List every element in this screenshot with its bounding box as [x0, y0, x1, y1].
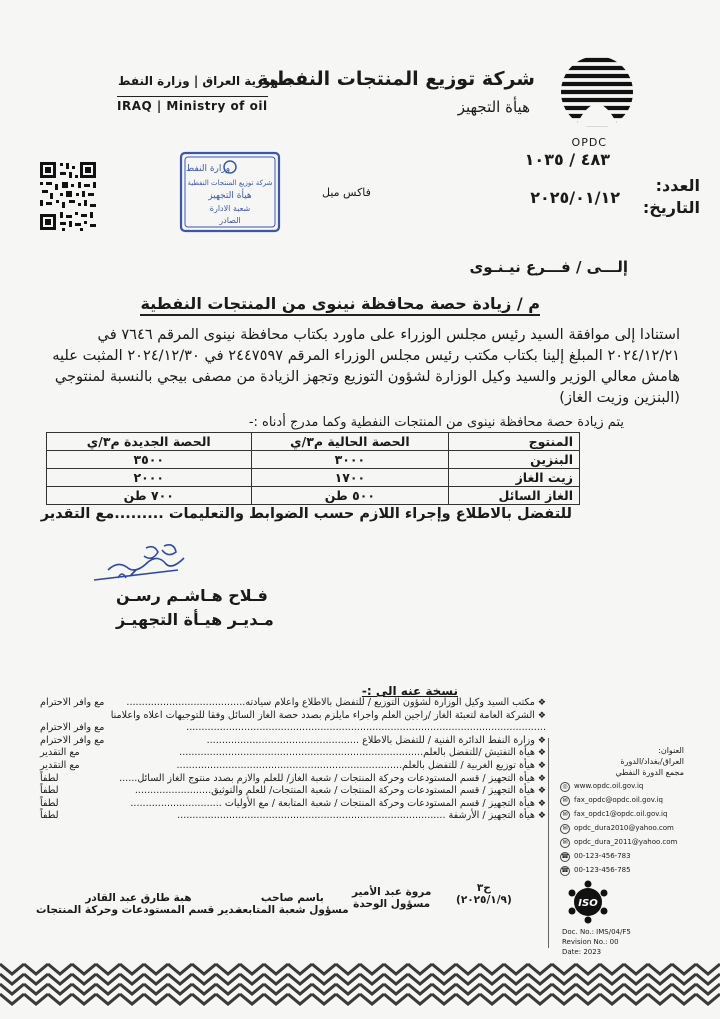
list-item: [40, 760, 546, 773]
copy-closing: مع وافر الاحترام: [40, 722, 105, 734]
new-quota-cell: ٢٠٠٠: [47, 469, 252, 487]
list-item: [40, 722, 546, 735]
table-intro: يتم زيادة حصة محافظة نينوى من المنتجات النفطية وكما مدرج أدناه :-: [248, 415, 624, 430]
new-quota-cell: ٧٠٠ طن: [47, 487, 252, 505]
copy-text: هيأة التفتيش /للتفضل بالعلم................................................................................: [179, 747, 535, 759]
signatory-name: باسم صاحب: [260, 892, 324, 904]
address-line: مجمع الدورة النفطي: [615, 768, 684, 777]
contact-text: www.opdc.oil.gov.iq: [574, 782, 644, 790]
copy-text: هيأة التجهيز / قسم المستودعات وحركة المنتجات / شعبة المتابعة / مع الأوليات ..............................: [130, 797, 535, 809]
address-panel: [560, 745, 684, 876]
signatory-name: هبة طارق عبد القادر: [85, 892, 192, 904]
product-cell: الغاز السائل: [449, 487, 580, 505]
recipient: إلـــى / فـــرع نيـنـوى: [469, 258, 628, 276]
table-header-row: [47, 433, 580, 451]
bullet-icon: ❖: [537, 811, 546, 822]
contact-item: [560, 795, 684, 806]
handwritten-signature: [88, 540, 198, 590]
copy-text: الشركة العامة لتعبئة الغاز /راجين العلم واجراء مايلزم بصدد حصة الغاز السائل وفقا للتوجيهات اعلاه واعلامنا: [110, 709, 535, 721]
phone-icon: ☎: [561, 866, 569, 874]
copy-text: هيأة التجهيز / قسم المستودعات وحركة المنتجات / شعبة الغاز/ للعلم والازم بصدد منتوج الغاز السائل......: [119, 772, 535, 784]
column-header-new-quota: الحصة الجديدة م٣/ي: [47, 433, 252, 451]
copy-text: هيأة توزيع الغربية / للتفضل بالعلم..........................................................................: [176, 759, 535, 771]
quota-table: [46, 432, 580, 505]
contact-item: [560, 781, 684, 792]
stamp-line-2: شركة توزيع المنتجات النفطية: [187, 179, 273, 187]
stamp-line-3: هيأة التجهيز: [208, 191, 252, 201]
list-item: [40, 810, 546, 823]
copy-closing: مع التقدير: [40, 747, 80, 759]
copy-text: مكتب السيد وكيل الوزارة لشؤون التوزيع / للتفضل بالاطلاع واعلام سيادته.......................................: [126, 697, 535, 708]
signature-block-unit: [352, 886, 431, 910]
phone-icon: ☎: [561, 852, 569, 860]
subject-line: م / زيادة حصة محافظة نينوى من المنتجات النفطية: [140, 294, 540, 316]
company-name: شركة توزيع المنتجات النفطية: [257, 68, 535, 90]
current-quota-cell: ١٧٠٠: [251, 469, 449, 487]
list-item: [40, 785, 546, 798]
contact-text: 00-123-456-783: [574, 852, 631, 860]
bullet-icon: ❖: [537, 798, 546, 809]
new-quota-cell: ٣٥٠٠: [47, 451, 252, 469]
contact-item: [560, 865, 684, 876]
contact-item: [560, 809, 684, 820]
copy-text: ......................................................................................................................: [186, 722, 546, 734]
document-metadata: [562, 927, 631, 957]
column-header-current-quota: الحصة الحالية م٣/ي: [251, 433, 449, 451]
current-quota-cell: ٣٠٠٠: [251, 451, 449, 469]
copy-closing: لطفاً: [40, 810, 59, 822]
list-item: [40, 747, 546, 760]
product-cell: زيت الغاز: [449, 469, 580, 487]
qr-code: [38, 160, 98, 232]
copy-closing: لطفاً: [40, 785, 59, 797]
copies-list: [40, 697, 546, 823]
stamp-line-4: شعبة الادارة: [209, 204, 251, 213]
contact-text: opdc_dura_2011@yahoo.com: [574, 838, 678, 846]
opdc-logo: [558, 52, 636, 132]
fax-note: فاكس ميل: [322, 186, 371, 199]
signatory-title: مدير قسم المستودعات وحركة المنتجات: [36, 904, 241, 916]
initials: ح٣: [476, 882, 491, 894]
initials-date: (٢٠٢٥/١/٩): [456, 894, 512, 906]
official-stamp: [178, 150, 282, 234]
current-quota-cell: ٥٠٠ طن: [251, 487, 449, 505]
stamp-line-5: الصادر: [219, 216, 241, 225]
bullet-icon: ❖: [537, 698, 546, 708]
copy-text: هيأة التجهيز / الأرشفة ........................................................................................: [177, 810, 535, 822]
closing-line: للتفضل بالاطلاع وإجراء اللازم حسب الضوابط والتعليمات .........مع التقدير: [40, 506, 572, 522]
letter-body: استنادا إلى موافقة السيد رئيس مجلس الوزراء على ماورد بكتاب محافظة نينوى المرقم ٧٦٤٦ في ٢٠٢٤/١٢/٢١ المبلغ إلينا بكتاب مكتب رئيس مجلس الوزراء المرقم ٢٤٤٧٥٩٧ في ٢٠٢٤/١٢/٣٠ المثبت عليه هامش معالي الوزير والسيد وكيل الوزارة لشؤون التوزيع وتجهز الزيادة من مصفى بيجي بالنسبة لمنتوجي (البنزين وزيت الغاز): [52, 326, 680, 406]
stamp-line-1: وزارة النفط: [185, 164, 231, 174]
mail-icon: ✉: [560, 796, 570, 806]
revision-number: Revision No.: 00: [562, 938, 619, 946]
decorative-border: [0, 960, 720, 1008]
list-item: [40, 798, 546, 811]
table-row: [47, 451, 580, 469]
contact-text: fax_opdc1@opdc.oil.gov.iq: [574, 810, 668, 818]
document-date: ٢٠٢٥/٠١/١٢: [530, 188, 620, 207]
divider: [548, 738, 549, 948]
doc-number: Doc. No.: IMS/04/F5: [562, 928, 631, 936]
address-label: العنوان:: [658, 746, 684, 755]
mail-icon: ✉: [560, 838, 570, 848]
copy-closing: مع وافر الاحترام: [40, 734, 105, 746]
contact-text: 00-123-456-785: [574, 866, 631, 874]
signature-block-warehouses: [36, 892, 241, 916]
contact-text: fax_opdc@opdc.oil.gov.iq: [574, 796, 663, 804]
product-cell: البنزين: [449, 451, 580, 469]
table-row: [47, 469, 580, 487]
bullet-icon: ❖: [537, 760, 546, 771]
iso-badge-icon: [566, 880, 610, 924]
globe-icon: ◎: [560, 782, 570, 792]
mail-icon: ✉: [560, 810, 570, 820]
doc-date: Date: 2023: [562, 948, 602, 956]
address-line: العراق/بغداد/الدورة: [620, 757, 684, 766]
reference-number: ٤٨٣ / ١٠٣٥: [524, 150, 610, 169]
ministry-name-arabic: جمهورية العراق | وزارة النفط: [118, 74, 296, 88]
copy-closing: مع التقدير: [40, 759, 80, 771]
signatory-name: مروة عبد الأمير: [352, 886, 432, 898]
contact-item: [560, 851, 684, 862]
copy-text: وزارة النفط الدائرة الفنية / للتفضل بالاطلاع ..................................................: [206, 734, 535, 746]
iso-label: ISO: [578, 898, 598, 909]
bullet-icon: ❖: [537, 773, 546, 784]
copies-heading: نسخة عنه الى :-: [361, 684, 458, 698]
copy-closing: مع وافر الاحترام: [40, 697, 105, 708]
signature-block-followup: [236, 892, 349, 916]
bullet-icon: ❖: [537, 710, 546, 721]
copy-closing: لطفاً: [40, 797, 59, 809]
bullet-icon: ❖: [537, 748, 546, 759]
ministry-name-english: IRAQ | Ministry of oil: [117, 96, 268, 113]
logo-caption: OPDC: [571, 136, 607, 149]
list-item: [40, 697, 546, 710]
bullet-icon: ❖: [537, 735, 546, 746]
contact-item: [560, 823, 684, 834]
list-item: [40, 735, 546, 748]
column-header-product: المنتوج: [449, 433, 580, 451]
signer-name: فـلاح هـاشـم رسـن: [116, 586, 268, 605]
signatory-title: مسؤول شعبة المتابعة: [236, 904, 349, 916]
signatory-title: مسؤول الوحدة: [353, 898, 431, 910]
contact-item: [560, 837, 684, 848]
mail-icon: ✉: [560, 824, 570, 834]
list-item: [40, 773, 546, 786]
table-row: [47, 487, 580, 505]
number-label: العدد:: [655, 176, 700, 195]
contact-text: opdc_dura2010@yahoo.com: [574, 824, 674, 832]
date-label: التاريخ:: [642, 198, 700, 217]
signer-title: مـديـر هيـأة التجهيـز: [116, 610, 274, 629]
copy-text: هيأة التجهيز / قسم المستودعات وحركة المنتجات / شعبة المنتجات/ للعلم والتوثيق.........................: [134, 785, 535, 797]
company-department: هيأة التجهيز: [457, 98, 530, 116]
bullet-icon: ❖: [537, 786, 546, 797]
list-item: [40, 710, 546, 723]
copy-closing: لطفاً: [40, 772, 59, 784]
initials-block: [456, 882, 512, 906]
